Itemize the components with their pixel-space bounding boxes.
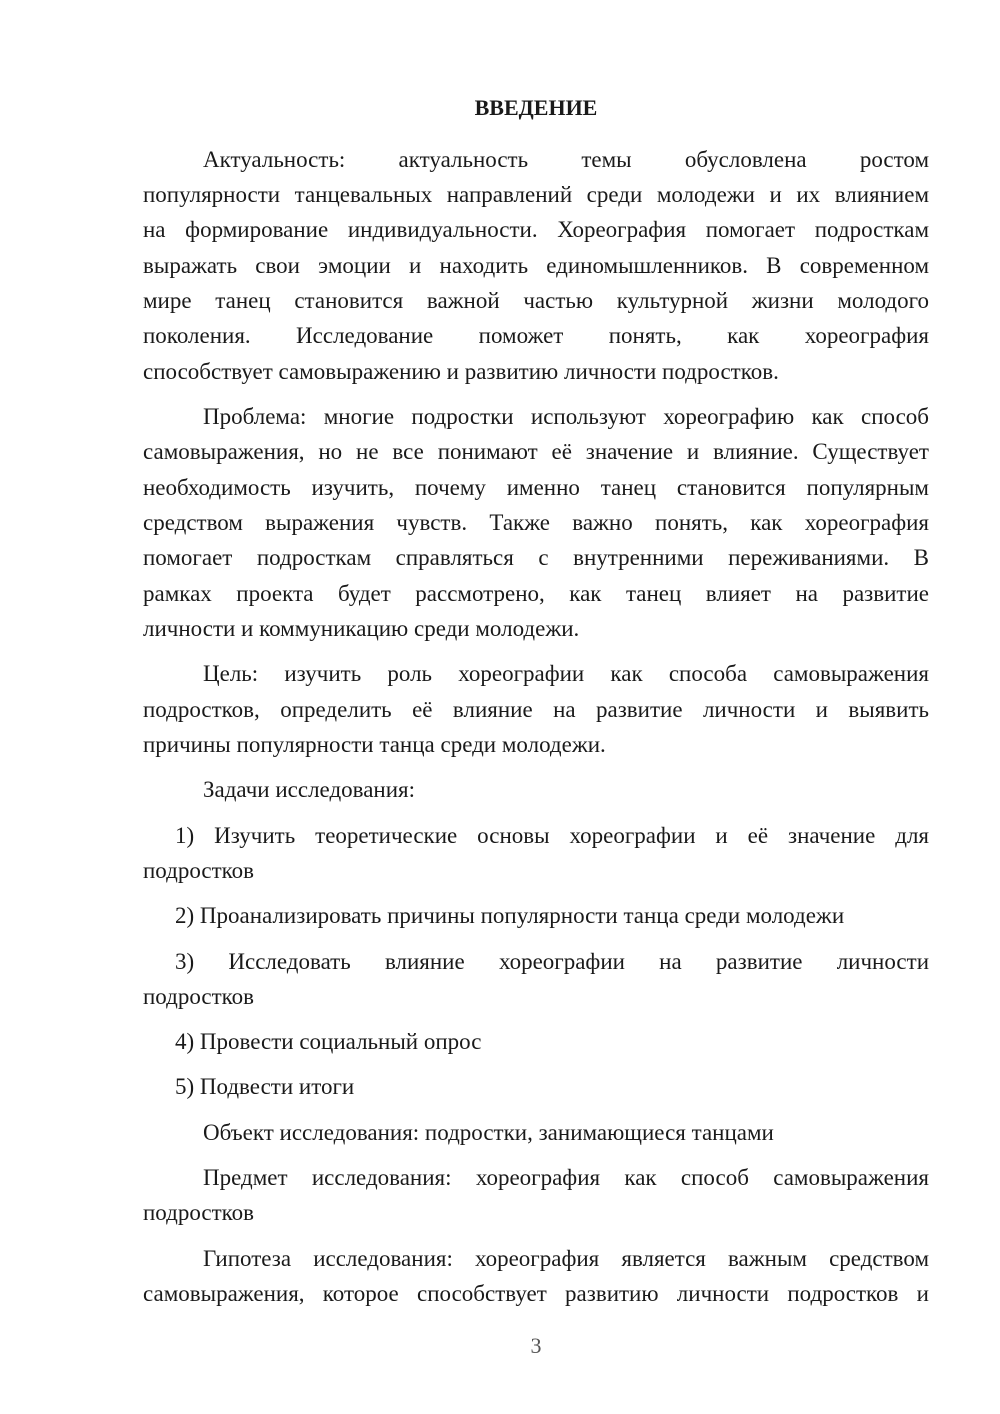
goal-line: подростков, определить её влияние на развитие личности и выявить [143,697,929,722]
hypothesis-line: Гипотеза исследования: хореография является важным средством [203,1246,929,1271]
goal-line: причины популярности танца среди молодежи. [143,732,606,757]
relevance-line: на формирование индивидуальности. Хореография помогает подросткам [143,217,929,242]
problem-line: Проблема: многие подростки используют хореографию как способ [203,404,929,429]
research-subject-line: Предмет исследования: хореография как способ самовыражения [203,1165,929,1190]
goal-line: Цель: изучить роль хореографии как способа самовыражения [203,661,929,686]
task-item: 2) Проанализировать причины популярности танца среди молодежи [175,903,845,928]
relevance-line: выражать свои эмоции и находить единомышленников. В современном [143,253,929,278]
problem-line: помогает подросткам справляться с внутренними переживаниями. В [143,545,929,570]
problem-line: средством выражения чувств. Также важно понять, как хореография [143,510,929,535]
research-object: Объект исследования: подростки, занимающиеся танцами [203,1120,774,1145]
relevance-line: популярности танцевальных направлений среди молодежи и их влиянием [143,182,929,207]
problem-line: рамках проекта будет рассмотрено, как танец влияет на развитие [143,581,929,606]
section-heading: ВВЕДЕНИЕ [474,95,598,120]
hypothesis-line: самовыражения, которое способствует развитию личности подростков и [143,1281,929,1306]
relevance-line: способствует самовыражению и развитию личности подростков. [143,359,779,384]
relevance-line: поколения. Исследование поможет понять, как хореография [143,323,929,348]
task-item: 1) Изучить теоретические основы хореографии и её значение для [175,823,929,848]
problem-line: личности и коммуникацию среди молодежи. [143,616,580,641]
task-item-continuation: подростков [143,858,255,883]
problem-line: самовыражения, но не все понимают её значение и влияние. Существует [143,439,929,464]
task-item: 3) Исследовать влияние хореографии на развитие личности [175,949,929,974]
research-subject-line: подростков [143,1200,255,1225]
task-item: 5) Подвести итоги [175,1074,355,1099]
tasks-title: Задачи исследования: [203,777,416,802]
problem-line: необходимость изучить, почему именно танец становится популярным [143,475,929,500]
task-item: 4) Провести социальный опрос [175,1029,482,1054]
relevance-line: мире танец становится важной частью культурной жизни молодого [143,288,929,313]
relevance-line: Актуальность: актуальность темы обусловлена ростом [203,147,929,172]
page-number: 3 [530,1333,542,1358]
task-item-continuation: подростков [143,984,255,1009]
